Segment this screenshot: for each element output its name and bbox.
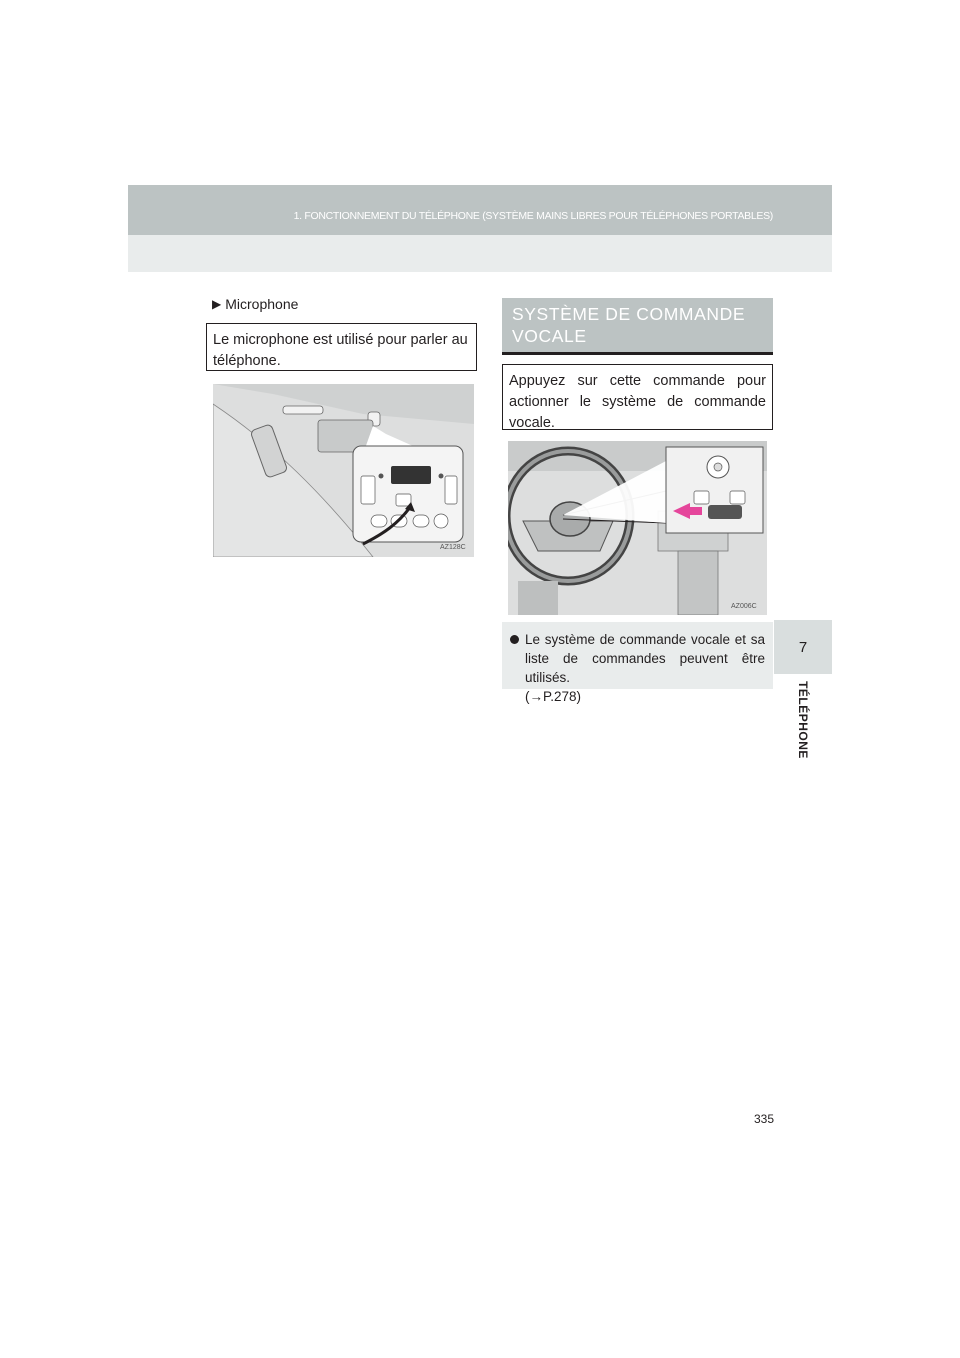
bullet-text: Le système de commande vocale et sa liste de commandes peuvent être utilisés. — [525, 632, 765, 685]
section-title: SYSTÈME DE COMMANDE VOCALE — [502, 298, 773, 352]
steering-wheel-figure — [508, 441, 767, 615]
voice-command-bullet — [502, 622, 773, 704]
subheading-text: Microphone — [225, 296, 299, 312]
bullet-dot-icon — [510, 635, 519, 644]
steering-wheel-illustration — [508, 441, 767, 615]
triangle-bullet-icon: ▶ — [212, 297, 222, 311]
section-rule — [502, 352, 773, 355]
overhead-console-illustration — [213, 384, 474, 557]
bullet-content — [525, 630, 765, 704]
page-reference-link[interactable]: (→P.278) — [525, 689, 582, 704]
chapter-label-tab — [790, 680, 816, 760]
figure-code-right: AZ006C — [731, 603, 757, 610]
subheading-microphone — [212, 296, 298, 312]
header-subband — [128, 235, 832, 272]
microphone-note: Le microphone est utilisé pour parler au téléphone. — [206, 323, 477, 371]
chapter-label: TÉLÉPHONE — [796, 681, 810, 759]
running-title: 1. FONCTIONNEMENT DU TÉLÉPHONE (SYSTÈME MAINS LIBRES POUR TÉLÉPHONES PORTABLES) — [293, 210, 773, 222]
voice-command-note: Appuyez sur cette commande pour actionner le système de commande vocale. — [502, 364, 773, 430]
chapter-number-tab: 7 — [774, 620, 832, 674]
figure-code-left: AZ128C — [440, 544, 466, 551]
microphone-figure — [213, 384, 474, 557]
page-number: 335 — [753, 1112, 774, 1126]
